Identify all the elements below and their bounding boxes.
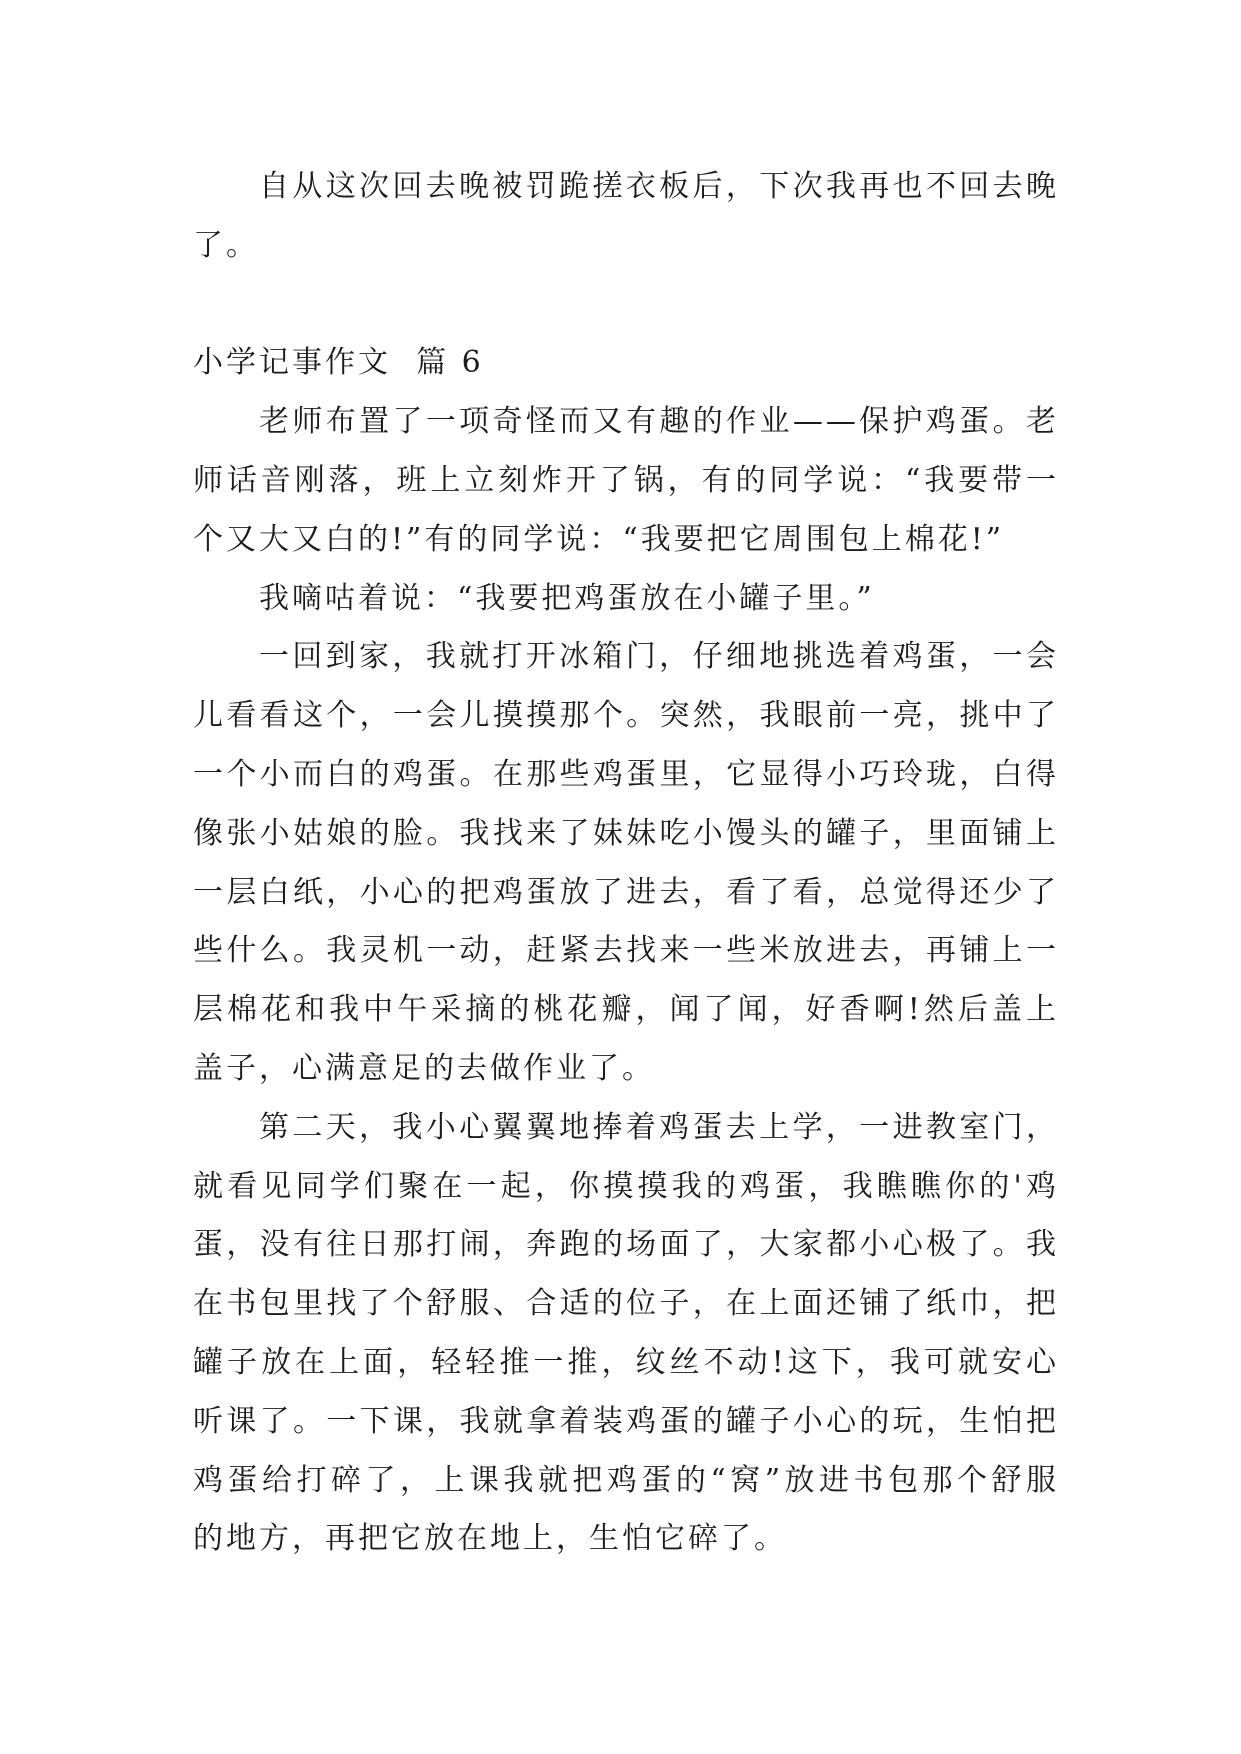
text-line: 盖子，心满意足的去做作业了。 <box>193 1050 655 1086</box>
text-line: 第二天，我小心翼翼地捧着鸡蛋去上学，一进教室门， <box>259 1109 1059 1145</box>
text-line: 自从这次回去晚被罚跪搓衣板后，下次我再也不回去晚 <box>259 169 1059 204</box>
text-line: 师话音刚落，班上立刻炸开了锅，有的同学说：“我要带一 <box>193 462 1059 498</box>
text-line: 就看见同学们聚在一起，你摸摸我的鸡蛋，我瞧瞧你的'鸡 <box>193 1168 1059 1204</box>
paragraph-3 <box>193 628 1059 1098</box>
paragraph-1 <box>193 393 1059 569</box>
text-line: 的地方，再把它放在地上，生怕它碎了。 <box>193 1521 787 1557</box>
paragraph-4 <box>193 1099 1059 1569</box>
text-line: 儿看看这个，一会儿摸摸那个。突然，我眼前一亮，挑中了 <box>193 698 1059 734</box>
text-line: 一回到家，我就打开冰箱门，仔细地挑选着鸡蛋，一会 <box>259 639 1059 675</box>
text-line: 鸡蛋给打碎了，上课我就把鸡蛋的“窝”放进书包那个舒服 <box>193 1462 1059 1498</box>
text-line: 我嘀咕着说：“我要把鸡蛋放在小罐子里。” <box>259 580 875 616</box>
text-line: 个又大又白的!”有的同学说：“我要把它周围包上棉花!” <box>193 521 1005 557</box>
text-line: 听课了。一下课，我就拿着装鸡蛋的罐子小心的玩，生怕把 <box>193 1403 1059 1439</box>
text-line: 老师布置了一项奇怪而又有趣的作业——保护鸡蛋。老 <box>259 404 1059 440</box>
blank-line <box>193 276 1059 335</box>
document-body <box>193 158 1059 1569</box>
text-line: 罐子放在上面，轻轻推一推，纹丝不动!这下，我可就安心 <box>193 1344 1059 1380</box>
paragraph-2 <box>193 570 1059 629</box>
text-line: 像张小姑娘的脸。我找来了妹妹吃小馒头的罐子，里面铺上 <box>193 815 1059 851</box>
paragraph-previous-ending <box>193 158 1059 276</box>
text-line: 了。 <box>193 227 259 263</box>
section-heading: 小学记事作文 篇 6 <box>193 345 484 381</box>
text-line: 在书包里找了个舒服、合适的位子，在上面还铺了纸巾，把 <box>193 1286 1059 1322</box>
text-line: 蛋，没有往日那打闹，奔跑的场面了，大家都小心极了。我 <box>193 1227 1059 1263</box>
text-line: 一层白纸，小心的把鸡蛋放了进去，看了看，总觉得还少了 <box>193 874 1059 910</box>
text-line: 些什么。我灵机一动，赶紧去找来一些米放进去，再铺上一 <box>193 933 1059 969</box>
text-line: 一个小而白的鸡蛋。在那些鸡蛋里，它显得小巧玲珑，白得 <box>193 756 1059 792</box>
text-line: 层棉花和我中午采摘的桃花瓣，闻了闻，好香啊!然后盖上 <box>193 992 1059 1028</box>
